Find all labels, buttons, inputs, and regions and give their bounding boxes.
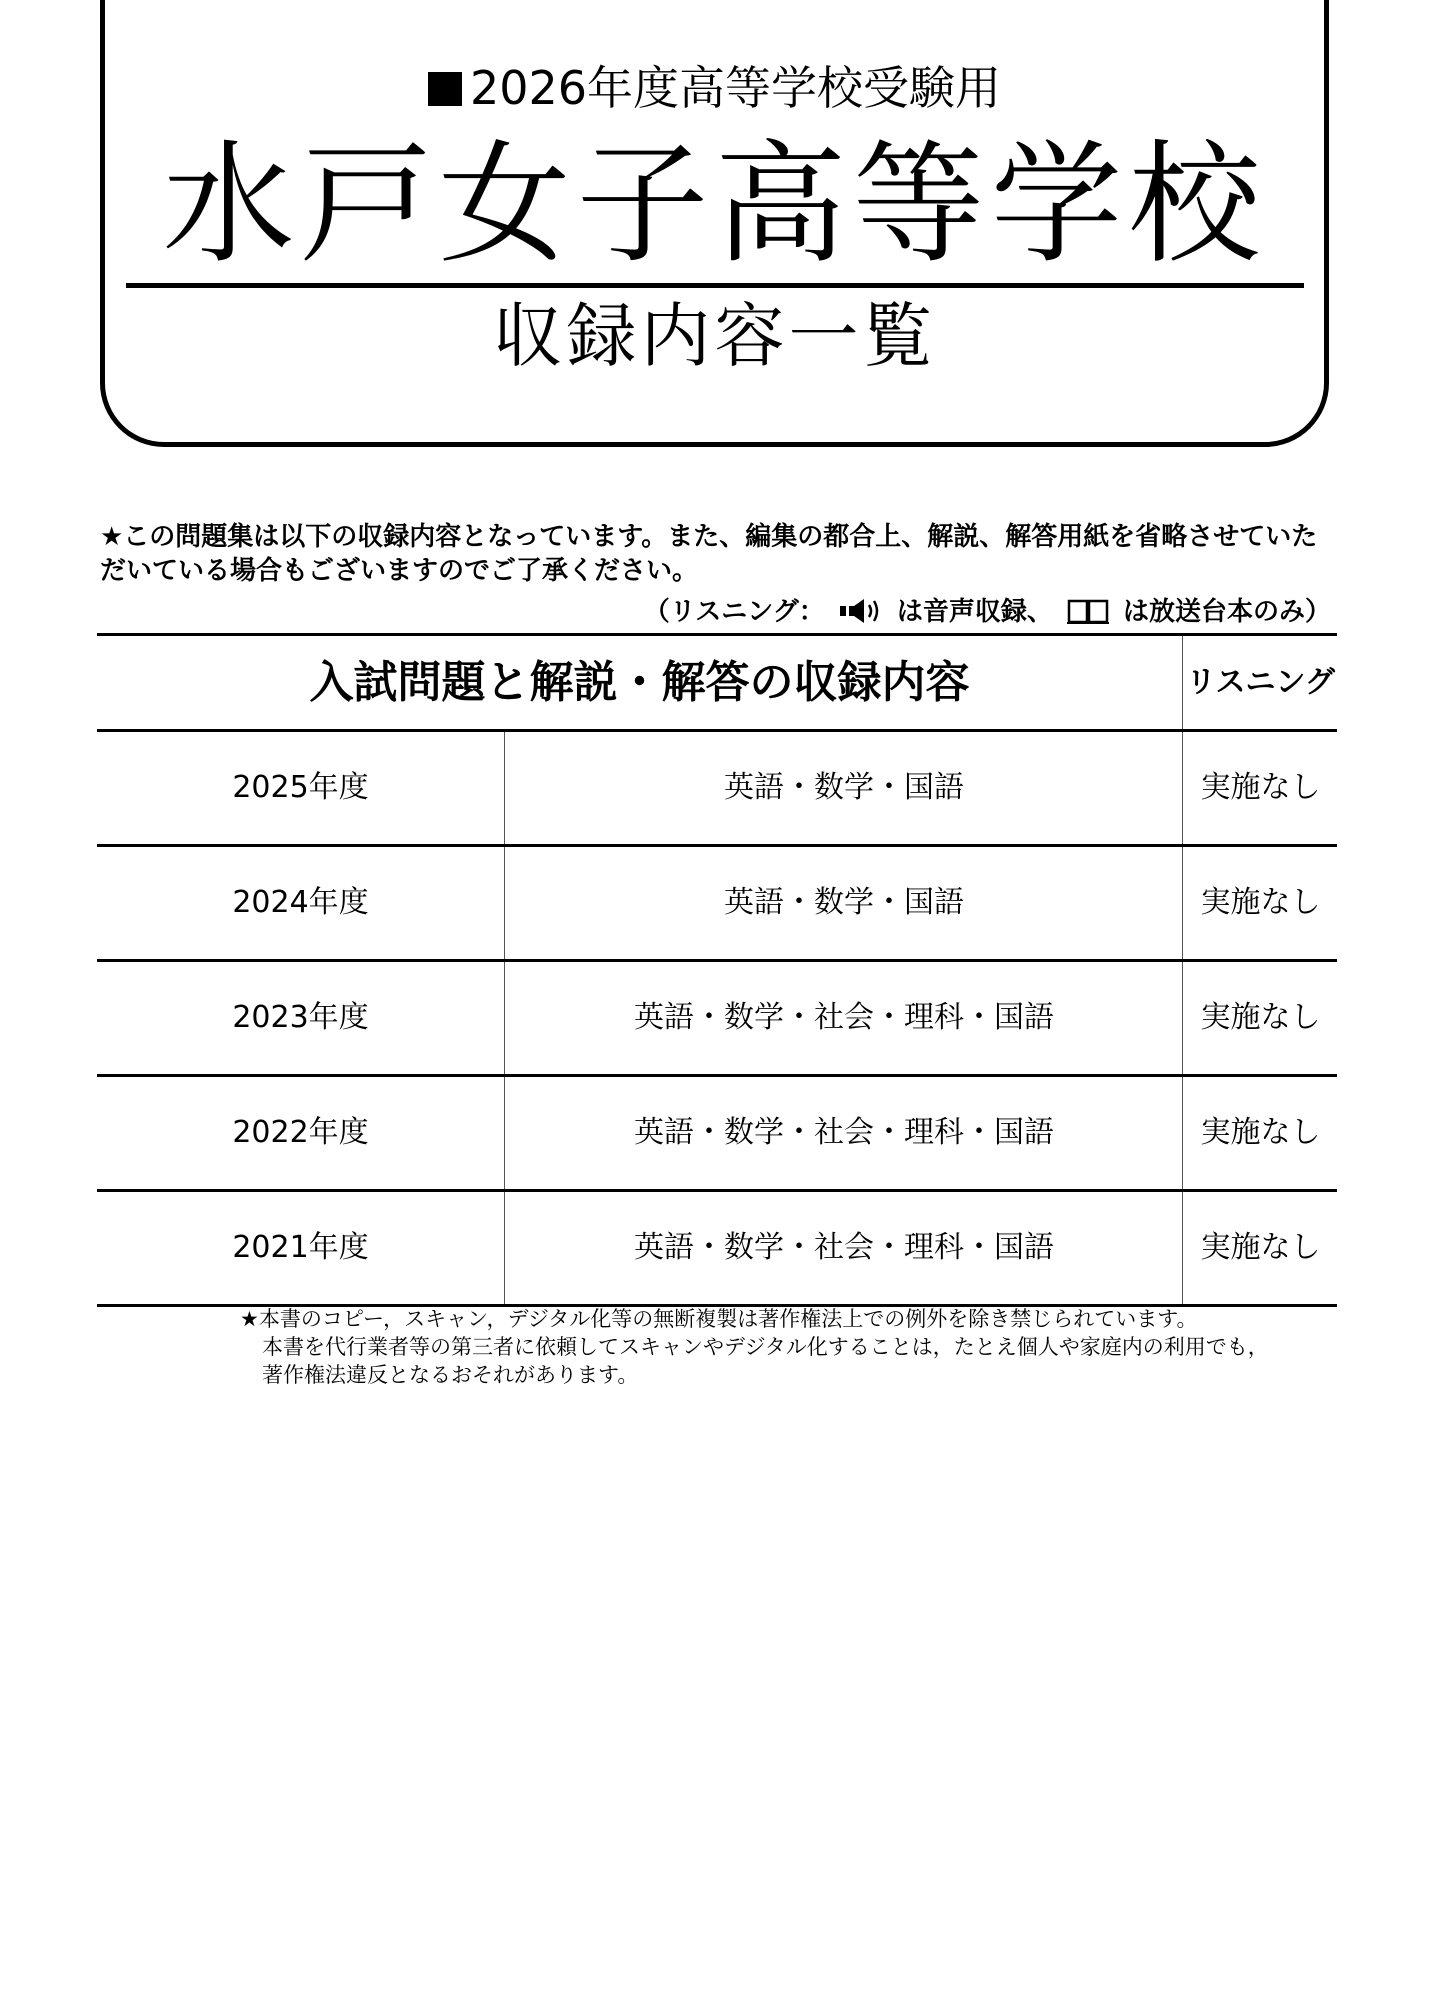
header-contents: 入試問題と解説・解答の収録内容 (309, 657, 970, 708)
table-row (97, 1074, 1337, 1189)
table-header-row (97, 636, 1337, 732)
table-row (97, 959, 1337, 1074)
book-icon (1066, 597, 1110, 625)
table-row (97, 1189, 1337, 1304)
copyright-line-3: 著作権法違反となるおそれがあります。 (262, 1363, 639, 1387)
table-row (97, 844, 1337, 959)
contents-table (97, 633, 1337, 1307)
copyright-line-2: 本書を代行業者等の第三者に依頼してスキャンやデジタル化することは，たとえ個人や家庭内の利用でも， (262, 1335, 1269, 1359)
subjects-cell: 英語・数学・社会・理科・国語 (504, 962, 1183, 1074)
year-cell: 2025年度 (232, 770, 369, 805)
contents-list-caption: 収録内容一覧 (492, 295, 937, 377)
year-cell: 2024年度 (232, 885, 369, 920)
black-square-icon (428, 72, 462, 106)
notice-text: ★この問題集は以下の収録内容となっています。また、編集の都合上、解説、解答用紙を省略させていただいている場合もございますのでご了承ください。 (100, 522, 1318, 586)
subjects-cell: 英語・数学・国語 (504, 732, 1183, 844)
exam-year-subtitle (0, 58, 1429, 118)
legend-open: （リスニング： (643, 597, 825, 627)
year-cell: 2021年度 (232, 1230, 369, 1265)
legend-book-text: は放送台本のみ） (1122, 597, 1331, 627)
table-row (97, 732, 1337, 844)
subtitle-text: 2026年度高等学校受験用 (469, 61, 1002, 115)
listening-cell: 実施なし (1182, 1192, 1338, 1304)
subjects-cell: 英語・数学・社会・理科・国語 (504, 1192, 1183, 1304)
header-listening: リスニング (1182, 636, 1338, 729)
copyright-line-1: ★本書のコピー，スキャン，デジタル化等の無断複製は著作権法上での例外を除き禁じられています。 (240, 1307, 1198, 1331)
listening-cell: 実施なし (1182, 962, 1338, 1074)
year-cell: 2022年度 (232, 1115, 369, 1150)
year-cell: 2023年度 (232, 1000, 369, 1035)
listening-legend (644, 595, 1331, 629)
listening-cell: 実施なし (1182, 847, 1338, 959)
speaker-icon (838, 597, 884, 625)
subjects-cell: 英語・数学・社会・理科・国語 (504, 1077, 1183, 1189)
school-name-title: 水戸女子高等学校 (162, 128, 1267, 282)
subjects-cell: 英語・数学・国語 (504, 847, 1183, 959)
legend-audio-text: は音声収録、 (896, 597, 1053, 627)
listening-cell: 実施なし (1182, 1077, 1338, 1189)
copyright-notice (240, 1305, 1340, 1389)
listening-cell: 実施なし (1182, 732, 1338, 844)
title-underline (126, 283, 1304, 288)
